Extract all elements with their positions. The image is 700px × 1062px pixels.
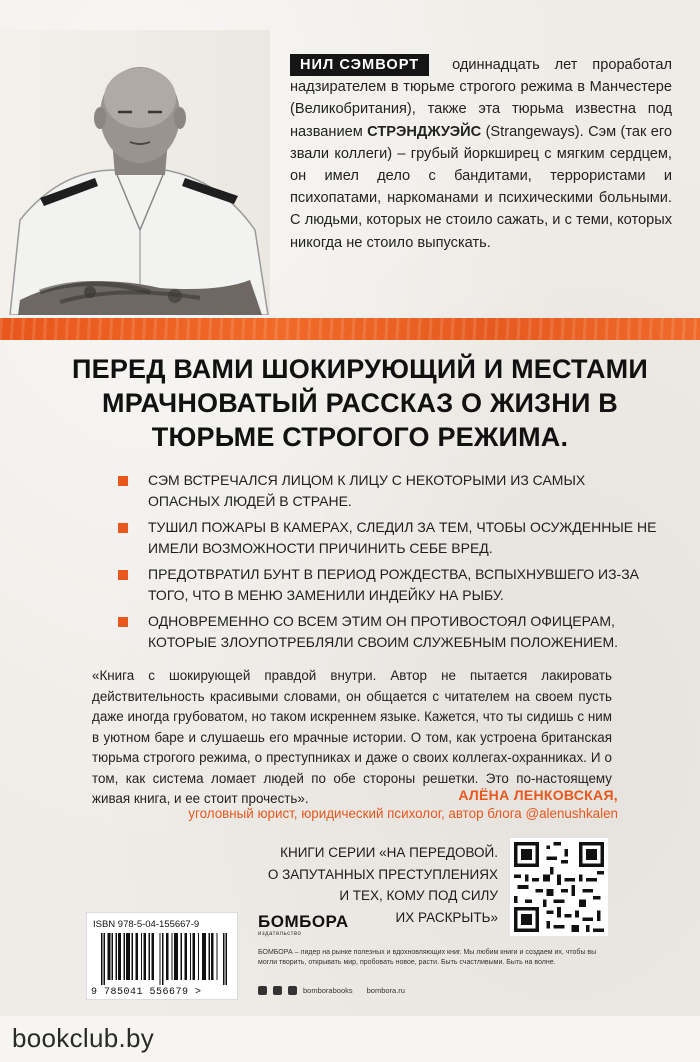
headline: ПЕРЕД ВАМИ ШОКИРУЮЩИЙ И МЕСТАМИ МРАЧНОВАТЫЙ РАССКАЗ О ЖИЗНИ В ТЮРЬМЕ СТРОГОГО РЕЖИМА. (72, 354, 648, 452)
author-bio (290, 54, 672, 254)
telegram-icon[interactable] (273, 986, 282, 995)
publisher-subtitle: издательство (258, 931, 302, 937)
author-bio-text-2: (Strangeways). Сэм (так его звали коллеги) – грубый йоркширец с мягким сердцем, он имел дело с бандитами, террористами и психопатами, наркоманами и психическими больными. С людьми, которых не стоило сажать, и с теми, которых никогда не стоило выпускать. (290, 123, 672, 251)
barcode-icon (101, 933, 227, 985)
quote-author-role: уголовный юрист, юридический психолог, автор блога @alenushkalen (188, 806, 618, 821)
publisher-description: БОМБОРА – лидер на рынке полезных и вдохновляющих книг. Мы любим книги и создаем их, чтобы вы могли творить, открывать мир, пробовать новое, расти. Быть счастливыми. Быть на волне. (258, 949, 597, 966)
bullet-square-icon (118, 476, 128, 486)
series-line: КНИГИ СЕРИИ «НА ПЕРЕДОВОЙ. (280, 845, 498, 860)
quote-author: АЛЁНА ЛЕНКОВСКАЯ, (458, 787, 618, 803)
vk-icon[interactable] (258, 986, 267, 995)
site-watermark: bookclub.by (12, 1023, 155, 1053)
bullet-item (118, 470, 658, 512)
bullet-item (118, 564, 658, 606)
bullet-text: ПРЕДОТВРАТИЛ БУНТ В ПЕРИОД РОЖДЕСТВА, ВСПЫХНУВШЕГО ИЗ-ЗА ТОГО, ЧТО В МЕНЮ ЗАМЕНИЛИ ИНДЕЙКУ НА РЫБУ. (148, 566, 640, 603)
bullet-text: ТУШИЛ ПОЖАРЫ В КАМЕРАХ, СЛЕДИЛ ЗА ТЕМ, ЧТОБЫ ОСУЖДЕННЫЕ НЕ ИМЕЛИ ВОЗМОЖНОСТИ ПРИЧИНИТЬ СЕБЕ ВРЕД. (148, 519, 657, 556)
isbn-number: ISBN 978-5-04-155667-9 (93, 919, 200, 930)
publisher-logo: БОМБОРА (258, 912, 349, 931)
qr-code-icon (514, 842, 604, 932)
website-link[interactable]: bombora.ru (366, 986, 405, 995)
bullet-text: СЭМ ВСТРЕЧАЛСЯ ЛИЦОМ К ЛИЦУ С НЕКОТОРЫМИ ИЗ САМЫХ ОПАСНЫХ ЛЮДЕЙ В СТРАНЕ. (148, 472, 586, 509)
social-handle[interactable]: bomborabooks (303, 986, 353, 995)
isbn-barcode-box (86, 912, 238, 1000)
qr-code[interactable] (510, 838, 608, 936)
bullet-text: ОДНОВРЕМЕННО СО ВСЕМ ЭТИМ ОН ПРОТИВОСТОЯЛ ОФИЦЕРАМ, КОТОРЫЕ ЗЛОУПОТРЕБЛЯЛИ СВОИМ СЛУЖЕБНЫМ ПОЛОЖЕНИЕМ. (148, 613, 619, 650)
youtube-icon[interactable] (288, 986, 297, 995)
orange-divider-band (0, 318, 700, 340)
series-line: ИХ РАСКРЫТЬ» (395, 909, 498, 925)
barcode-digits: 9 785041 556679 > (91, 987, 202, 998)
author-bio-text-1: одиннадцать лет проработал надзирателем в тюрьме строгого режима в Манчестере (Великобритания), также эта тюрьма известна под названием (290, 57, 672, 140)
bullet-square-icon (118, 570, 128, 580)
publisher-links (258, 986, 405, 995)
bullet-item (118, 517, 658, 559)
series-line: О ЗАПУТАННЫХ ПРЕСТУПЛЕНИЯХ (267, 866, 498, 882)
series-line: И ТЕХ, КОМУ ПОД СИЛУ (339, 888, 498, 903)
bullet-square-icon (118, 523, 128, 533)
prison-name: СТРЭНДЖУЭЙС (367, 123, 482, 140)
bullet-square-icon (118, 617, 128, 627)
feature-bullets (118, 470, 658, 658)
author-name-tag: НИЛ СЭМВОРТ (290, 54, 429, 76)
author-photo (0, 30, 270, 315)
bullet-item (118, 611, 658, 653)
review-quote: «Книга с шокирующей правдой внутри. Автор не пытается лакировать действительность красивыми словами, он общается с читателем на своем пусть даже иногда грубоватом, но таком искреннем языке. Кажется, что ты сидишь с ним в уютном баре и слушаешь его мрачные истории. О том, как устроена британская тюрьма строгого режима, о преступниках и даже о своих коллегах-охранниках. И о том, как система ломает людей по обе стороны решетки. Это по-настоящему живая книга, и ее стоит прочесть». (92, 668, 612, 806)
